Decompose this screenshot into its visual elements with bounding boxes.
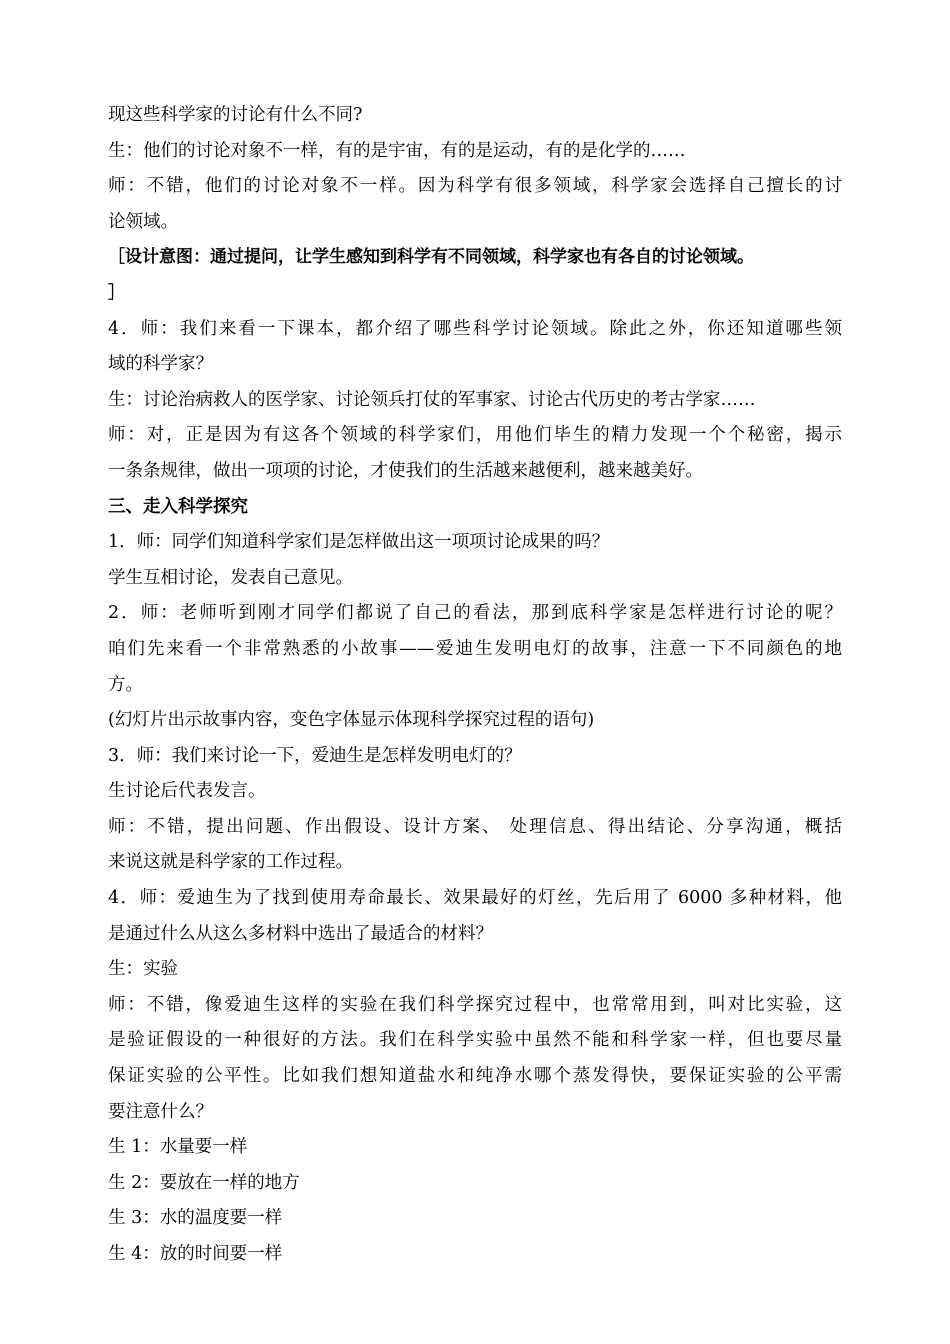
paragraph-line: 4．师：爱迪生为了找到使用寿命最长、效果最好的灯丝，先后用了 6000 多种材料，他 bbox=[108, 888, 842, 909]
paragraph-line: 生：讨论治病救人的医学家、讨论领兵打仗的军事家、讨论古代历史的考古学家…… bbox=[108, 389, 756, 410]
paragraph-line: (幻灯片出示故事内容，变色字体显示体现科学探究过程的语句) bbox=[108, 710, 595, 731]
paragraph-line: 要注意什么？ bbox=[108, 1101, 213, 1122]
paragraph-line: 论领域。 bbox=[108, 211, 178, 232]
paragraph-line: 师：不错，提出问题、作出假设、设计方案、 处理信息、得出结论、分享沟通，概括 bbox=[108, 816, 842, 837]
paragraph-line: 3．师：我们来讨论一下，爱迪生是怎样发明电灯的？ bbox=[108, 745, 522, 766]
paragraph-line: 一条条规律，做出一项项的讨论，才使我们的生活越来越便利，越来越美好。 bbox=[108, 460, 703, 481]
paragraph-line: 师：不错，他们的讨论对象不一样。因为科学有很多领域，科学家会选择自己擅长的讨 bbox=[108, 176, 842, 197]
paragraph-line: 现这些科学家的讨论有什么不同? bbox=[108, 105, 363, 125]
student-answer-line: 生 4：放的时间要一样 bbox=[108, 1244, 283, 1264]
paragraph-line: 4．师：我们来看一下课本，都介绍了哪些科学讨论领域。除此之外，你还知道哪些领 bbox=[108, 318, 842, 339]
paragraph-line: 生讨论后代表发言。 bbox=[108, 781, 266, 802]
student-answer-line: 生 1：水量要一样 bbox=[108, 1137, 248, 1158]
design-intent-note: ［设计意图：通过提问，让学生感知到科学有不同领域，科学家也有各自的讨论领域。 bbox=[108, 247, 754, 268]
paragraph-line: 师：不错，像爱迪生这样的实验在我们科学探究过程中，也常常用到，叫对比实验，这 bbox=[108, 994, 842, 1015]
paragraph-line: 是通过什么从这么多材料中选出了最适合的材料？ bbox=[108, 923, 493, 944]
paragraph-line: 学生互相讨论，发表自己意见。 bbox=[108, 567, 353, 588]
paragraph-line: 师：对，正是因为有这各个领域的科学家们，用他们毕生的精力发现一个个秘密，揭示 bbox=[108, 425, 842, 446]
paragraph-line: 域的科学家？ bbox=[108, 354, 213, 375]
paragraph-line: 来说这就是科学家的工作过程。 bbox=[108, 852, 353, 873]
paragraph-line: 方。 bbox=[108, 674, 143, 695]
student-answer-line: 生 2：要放在一样的地方 bbox=[108, 1172, 300, 1193]
student-answer-line: 生 3：水的温度要一样 bbox=[108, 1208, 283, 1229]
document-page bbox=[108, 98, 842, 1273]
design-intent-note-end: ］ bbox=[108, 282, 125, 303]
paragraph-line: 保证实验的公平性。比如我们想知道盐水和纯净水哪个蒸发得快，要保证实验的公平需 bbox=[108, 1066, 842, 1087]
paragraph-line: 生：他们的讨论对象不一样，有的是宇宙，有的是运动，有的是化学的…… bbox=[108, 140, 686, 161]
paragraph-line: 是验证假设的一种很好的方法。我们在科学实验中虽然不能和科学家一样，但也要尽量 bbox=[108, 1030, 842, 1051]
paragraph-line: 咱们先来看一个非常熟悉的小故事——爱迪生发明电灯的故事，注意一下不同颜色的地 bbox=[108, 638, 842, 659]
paragraph-line: 生：实验 bbox=[108, 959, 178, 980]
section-heading: 三、走入科学探究 bbox=[108, 496, 248, 517]
paragraph-line: 1．师：同学们知道科学家们是怎样做出这一项项讨论成果的吗？ bbox=[108, 532, 610, 553]
paragraph-line: 2．师：老师听到刚才同学们都说了自己的看法，那到底科学家是怎样进行讨论的呢？ bbox=[108, 603, 842, 624]
